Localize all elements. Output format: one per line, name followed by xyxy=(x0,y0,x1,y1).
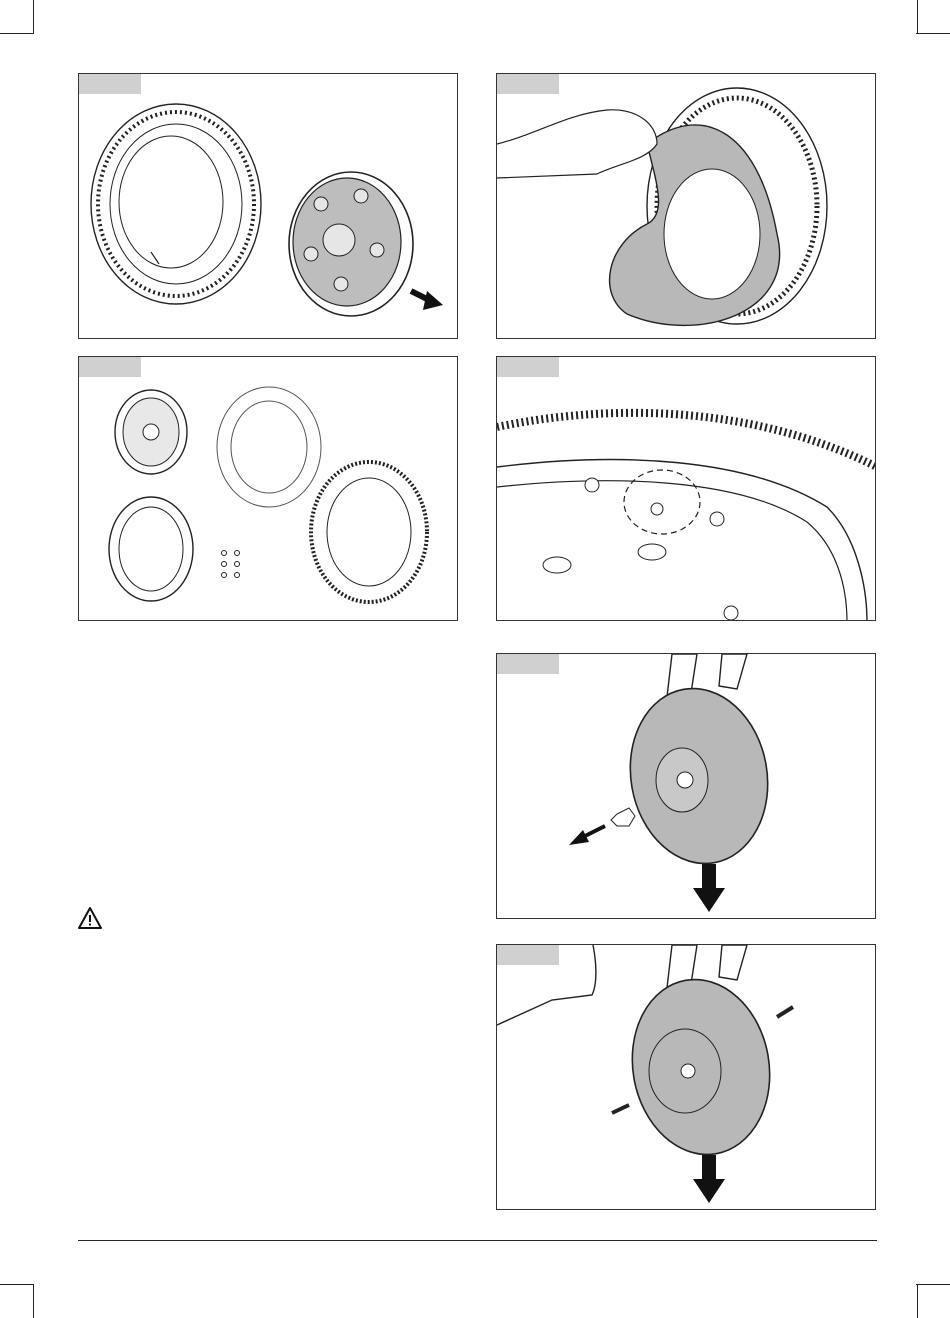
arrow-icon xyxy=(411,291,443,310)
crop-mark-bl-h xyxy=(0,1284,34,1285)
crop-mark-tl-v xyxy=(33,0,34,34)
crop-mark-bl-v xyxy=(33,1284,34,1318)
inner-tube xyxy=(217,387,321,507)
crop-mark-tr-h xyxy=(916,33,950,34)
figure-removing-wheel-nut xyxy=(496,653,876,919)
valve-illustration xyxy=(497,357,876,621)
components-illustration xyxy=(79,357,458,621)
inner-tube-illustration xyxy=(497,74,876,339)
arrow-icon xyxy=(569,826,605,845)
figure-removing-inner-tube xyxy=(496,73,876,339)
figure-valve-detail xyxy=(496,356,876,621)
wheel-nut-illustration xyxy=(497,654,876,919)
screws xyxy=(222,551,240,578)
figure-removing-wheel-screws xyxy=(496,944,876,1210)
tyre xyxy=(311,462,427,602)
figure-tyre-and-rim xyxy=(78,73,458,339)
crop-mark-tl-h xyxy=(0,33,34,34)
wheel-screws-illustration xyxy=(497,945,876,1210)
rim xyxy=(289,172,413,316)
figure-wheel-components xyxy=(78,356,458,621)
crop-mark-br-h xyxy=(916,1284,950,1285)
crop-mark-br-v xyxy=(917,1284,918,1318)
rim-ring xyxy=(109,497,193,601)
rim xyxy=(115,390,187,474)
crop-mark-tr-v xyxy=(917,0,918,34)
arrow-icon xyxy=(693,864,725,912)
tyre-rim-illustration xyxy=(79,74,458,339)
warning-triangle-icon xyxy=(77,906,103,930)
arrow-icon xyxy=(693,1155,725,1203)
footer-rule xyxy=(78,1240,877,1241)
